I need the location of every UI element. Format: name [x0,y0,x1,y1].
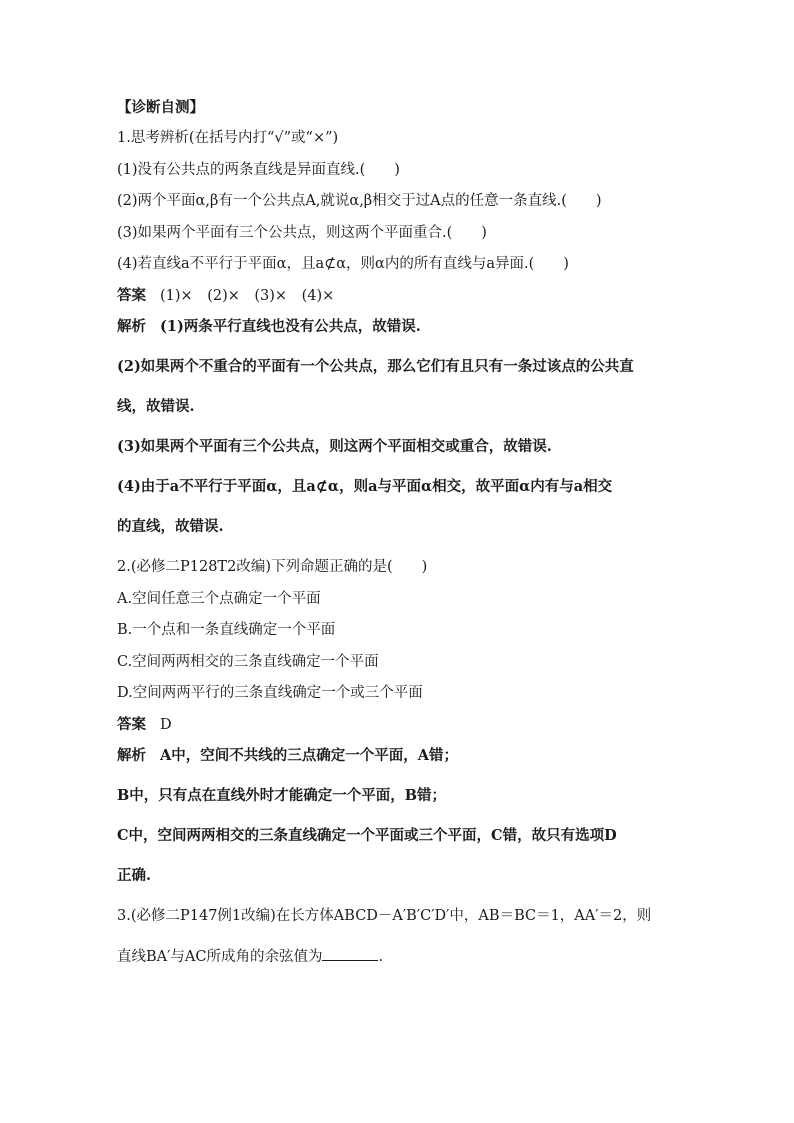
analysis-label: 解析 [117,747,146,764]
q1-analysis-6: 的直线，故错误. [117,518,224,535]
q3-line-1: 3.(必修二P147例1改编)在长方体ABCD－A′B′C′D′中，AB＝BC＝1，AA′＝2，则 [117,908,652,924]
q1-stem: 1.思考辨析(在括号内打“√”或“×”) [117,130,339,146]
q3-line-2-end: . [378,949,384,965]
q1-answer-line [117,286,689,318]
q2-option-d: D.空间两两平行的三条直线确定一个或三个平面 [117,685,423,701]
answer-blank[interactable] [322,946,378,961]
q1-item-1: (1)没有公共点的两条直线是异面直线.( ) [117,161,400,178]
q1-analysis-1: (1)两条平行直线也没有公共点，故错误. [160,318,421,335]
q2-analysis-2: B中，只有点在直线外时才能确定一个平面，B错； [117,787,447,804]
q3-line-2 [117,946,689,986]
q2-option-b: B.一个点和一条直线确定一个平面 [117,622,336,638]
answer-label: 答案 [117,286,146,304]
q1-analysis-3: 线，故错误. [117,398,195,415]
q1-answer: (1)× (2)× (3)× (4)× [160,287,335,304]
q2-analysis-line-1 [117,746,689,786]
q2-analysis-3: C中，空间两两相交的三条直线确定一个平面或三个平面，C错，故只有选项D [117,827,617,844]
q1-analysis-5: (4)由于a不平行于平面α，且a⊄α，则a与平面α相交，故平面α内有与a相交 [117,478,613,495]
q2-option-a: A.空间任意三个点确定一个平面 [117,590,321,607]
q1-analysis-line-1 [117,317,689,357]
q2-analysis-4: 正确. [117,867,152,884]
q1-analysis-4: (3)如果两个平面有三个公共点，则这两个平面相交或重合，故错误. [117,438,552,455]
q1-analysis-2: (2)如果两个不重合的平面有一个公共点，那么它们有且只有一条过该点的公共直 [117,358,634,375]
q2-stem: 2.(必修二P128T2改编)下列命题正确的是( ) [117,559,428,575]
answer-label: 答案 [117,715,146,733]
analysis-label: 解析 [117,318,146,335]
q1-item-3: (3)如果两个平面有三个公共点，则这两个平面重合.( ) [117,224,487,241]
q1-item-4: (4)若直线a不平行于平面α，且a⊄α，则α内的所有直线与a异面.( ) [117,256,569,272]
q1-item-2: (2)两个平面α,β有一个公共点A,就说α,β相交于过A点的任意一条直线.( ) [117,193,602,209]
document-page [117,98,689,986]
section-title: 【诊断自测】 [117,99,204,116]
q2-answer-line [117,715,689,747]
q2-option-c: C.空间两两相交的三条直线确定一个平面 [117,653,379,670]
q2-analysis-1: A中，空间不共线的三点确定一个平面，A错； [160,747,458,764]
q3-line-2-text: 直线BA′与AC所成角的余弦值为 [117,949,323,965]
q2-answer: D [160,716,172,733]
